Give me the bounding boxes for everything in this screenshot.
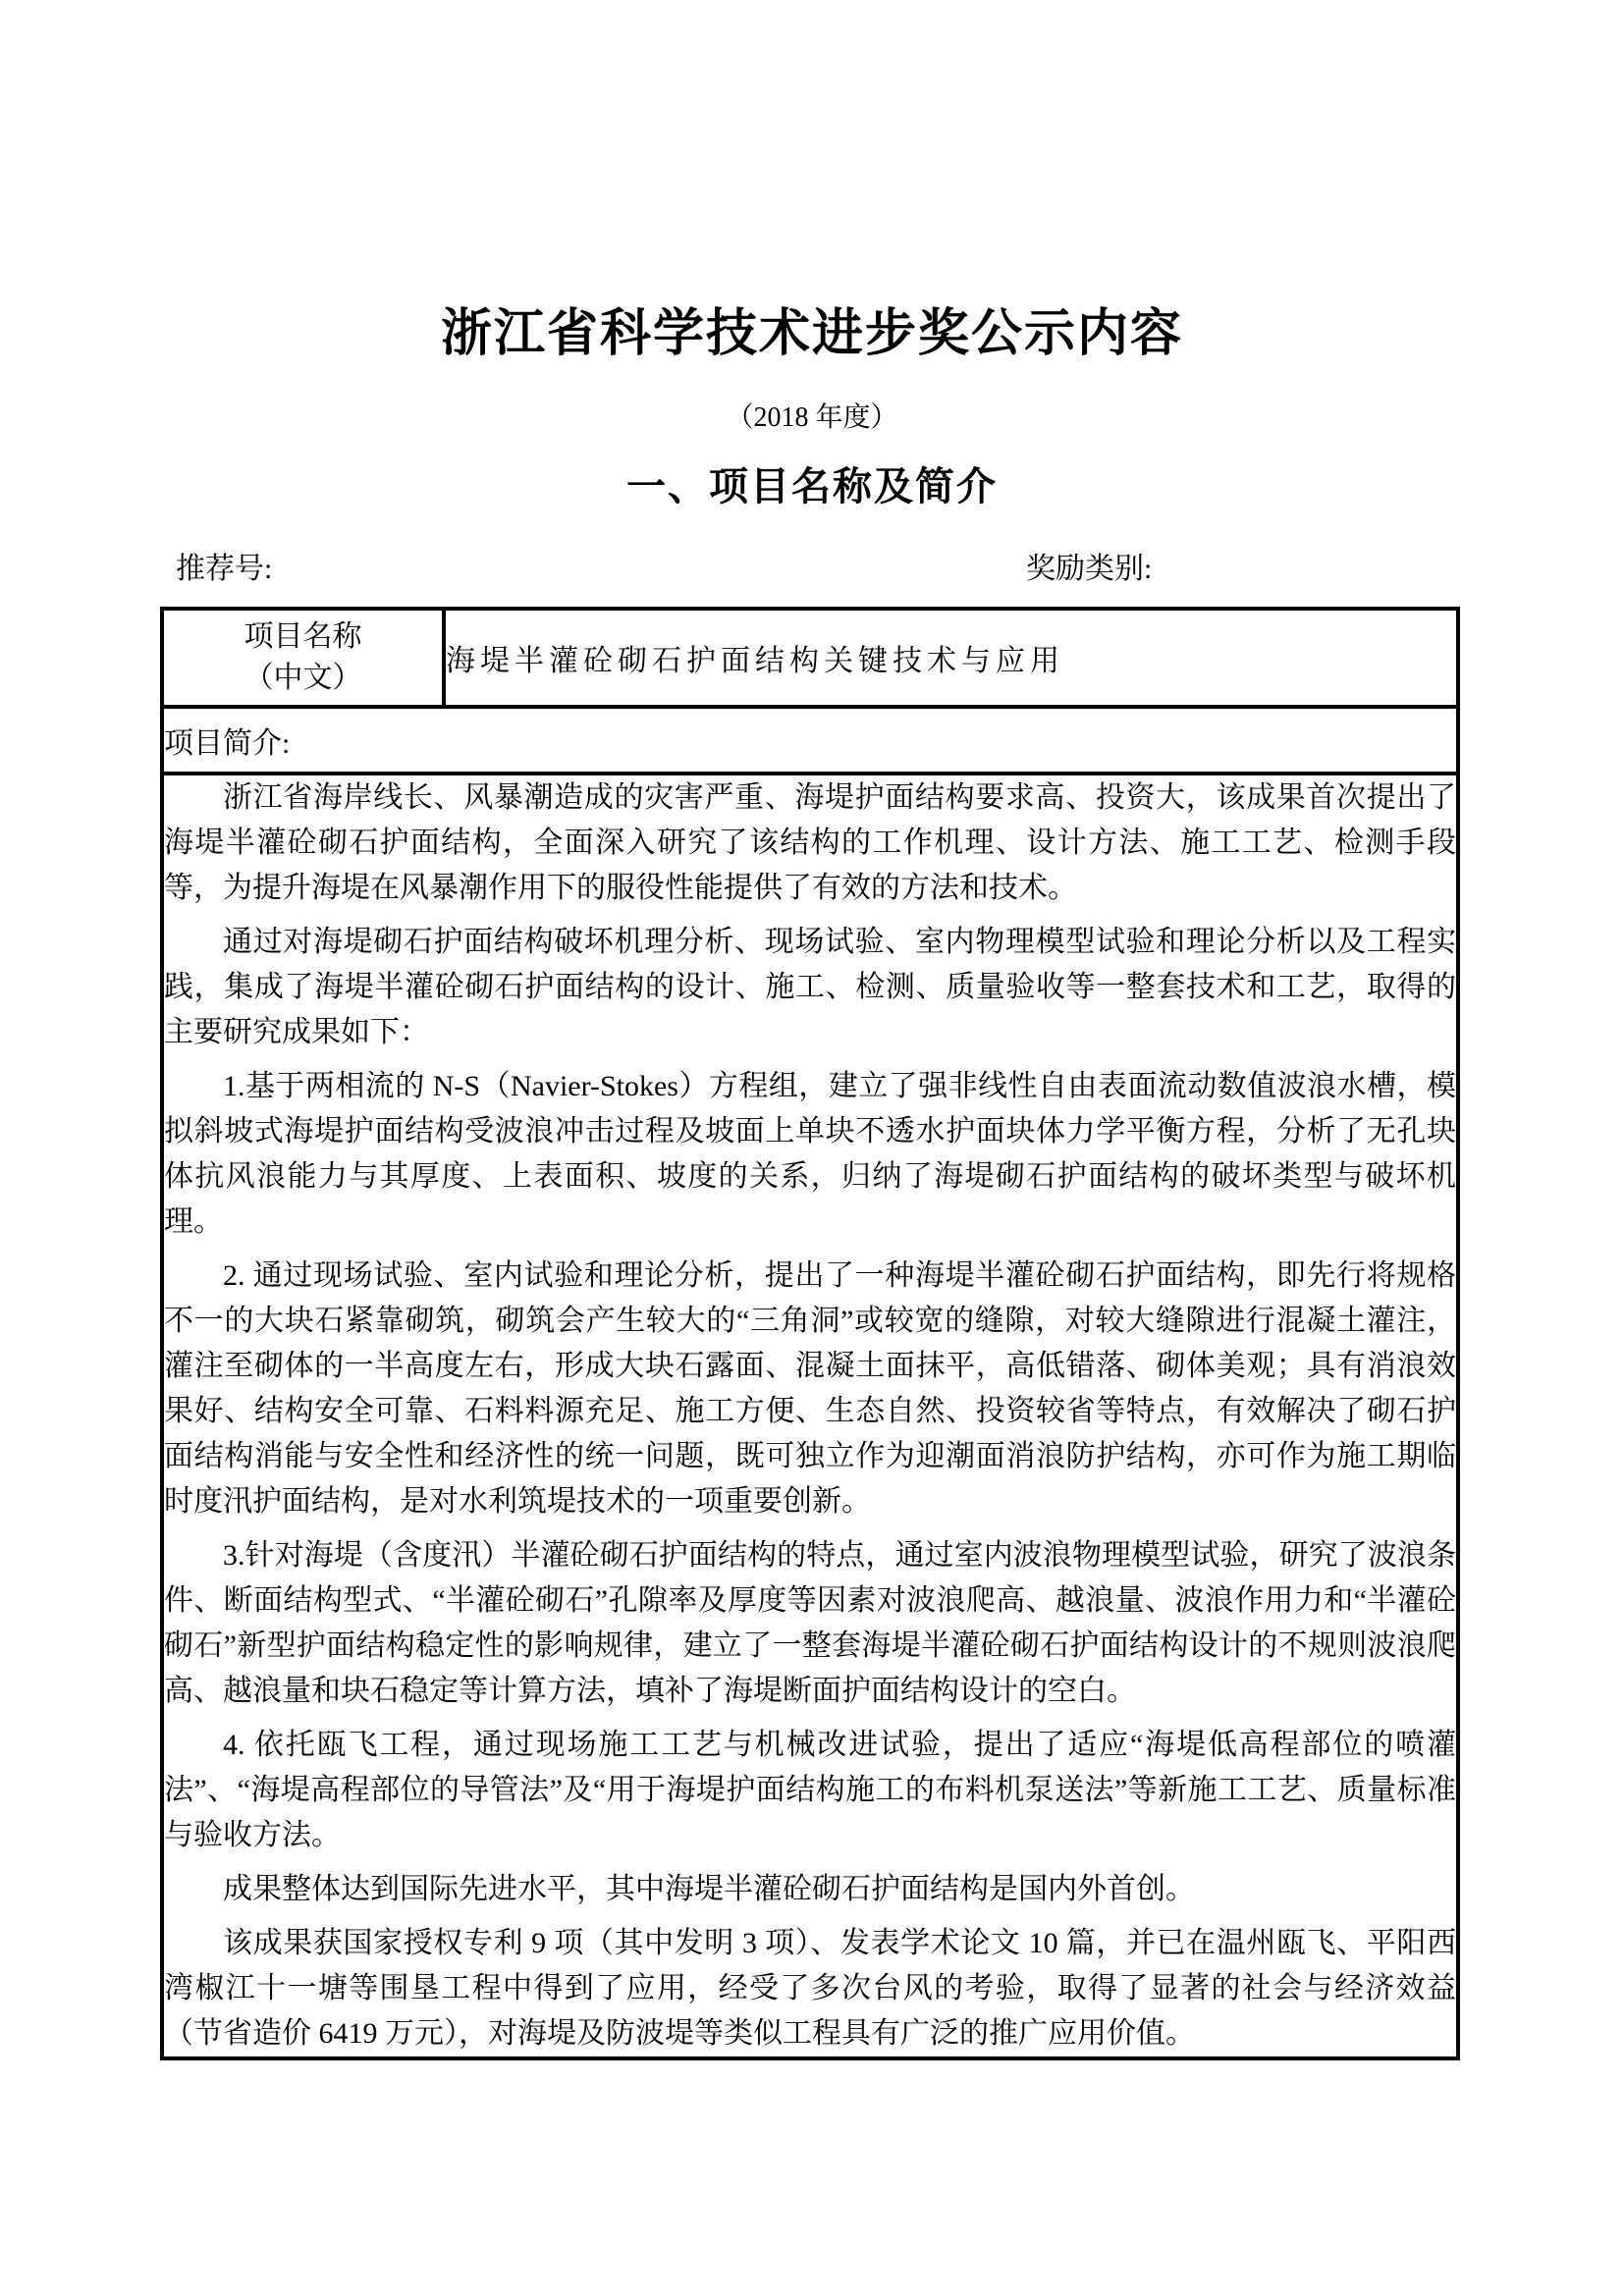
project-info-table (160, 607, 1460, 2060)
conclusion-level-paragraph: 成果整体达到国际先进水平，其中海堤半灌砼砌石护面结构是国内外首创。 (223, 1873, 1195, 1905)
year-subtitle: （2018 年度） (726, 402, 898, 433)
meta-row (160, 544, 1460, 587)
achievement-item-2: 2. 通过现场试验、室内试验和理论分析，提出了一种海堤半灌砼砌石护面结构，即先行将规格不一的大块石紧靠砌筑，砌筑会产生较大的“三角洞”或较宽的缝隙，对较大缝隙进行混凝土灌注，灌注至砌体的一半高度左右，形成大块石露面、混凝土面抹平，高低错落、砌体美观；具有消浪效果好、结构安全可靠、石料料源充足、施工方便、生态自然、投资较省等特点，有效解决了砌石护面结构消能与安全性和经济性的统一问题，既可独立作为迎潮面消浪防护结构，亦可作为施工期临时度汛护面结构，是对水利筑堤技术的一项重要创新。 (164, 1259, 1456, 1518)
project-intro-label: 项目简介: (162, 707, 1458, 774)
project-content-row (162, 774, 1458, 2058)
achievement-item-1: 1.基于两相流的 N-S（Navier-Stokes）方程组，建立了强非线性自由表面流动数值波浪水槽，模拟斜坡式海堤护面结构受波浪冲击过程及坡面上单块不透水护面块体力学平衡方程，分析了无孔块体抗风浪能力与其厚度、上表面积、坡度的关系，归纳了海堤砌石护面结构的破坏类型与破坏机理。 (164, 1070, 1456, 1238)
project-name-row (162, 609, 1458, 707)
project-name-value: 海堤半灌砼砌石护面结构关键技术与应用 (444, 609, 1458, 707)
project-name-label-cell (162, 609, 444, 707)
project-intro-content-cell (162, 774, 1458, 2058)
page-title: 浙江省科学技术进步奖公示内容 (440, 305, 1183, 362)
project-intro-row (162, 707, 1458, 774)
project-name-label-line2: （中文） (244, 662, 362, 694)
patents-application-paragraph: 该成果获国家授权专利 9 项（其中发明 3 项）、发表学术论文 10 篇，并已在温州瓯飞、平阳西湾椒江十一塘等围垦工程中得到了应用，经受了多次台风的考验，取得了显著的社会与经济效益（节省造价 6419 万元），对海堤及防波堤等类似工程具有广泛的推广应用价值。 (164, 1927, 1456, 2050)
intro-paragraph-overview: 浙江省海岸线长、风暴潮造成的灾害严重、海堤护面结构要求高、投资大，该成果首次提出了海堤半灌砼砌石护面结构，全面深入研究了该结构的工作机理、设计方法、施工工艺、检测手段等，为提升海堤在风暴潮作用下的服役性能提供了有效的方法和技术。 (164, 781, 1456, 904)
project-name-label-line1: 项目名称 (244, 620, 362, 653)
section-heading: 一、项目名称及简介 (626, 465, 998, 508)
achievement-item-4: 4. 依托瓯飞工程，通过现场施工工艺与机械改进试验，提出了适应“海堤低高程部位的喷灌法”、“海堤高程部位的导管法”及“用于海堤护面结构施工的布料机泵送法”等新施工工艺、质量标准与验收方法。 (164, 1729, 1456, 1851)
recommendation-number-label: 推荐号: (176, 553, 273, 585)
intro-paragraph-methods: 通过对海堤砌石护面结构破坏机理分析、现场试验、室内物理模型试验和理论分析以及工程实践，集成了海堤半灌砼砌石护面结构的设计、施工、检测、质量验收等一整套技术和工艺，取得的主要研究成果如下： (164, 926, 1456, 1048)
award-category-label: 奖励类别: (1026, 553, 1153, 585)
achievement-item-3: 3.针对海堤（含度汛）半灌砼砌石护面结构的特点，通过室内波浪物理模型试验，研究了波浪条件、断面结构型式、“半灌砼砌石”孔隙率及厚度等因素对波浪爬高、越浪量、波浪作用力和“半灌砼砌石”新型护面结构稳定性的影响规律，建立了一整套海堤半灌砼砌石护面结构设计的不规则波浪爬高、越浪量和块石稳定等计算方法，填补了海堤断面护面结构设计的空白。 (164, 1539, 1456, 1707)
